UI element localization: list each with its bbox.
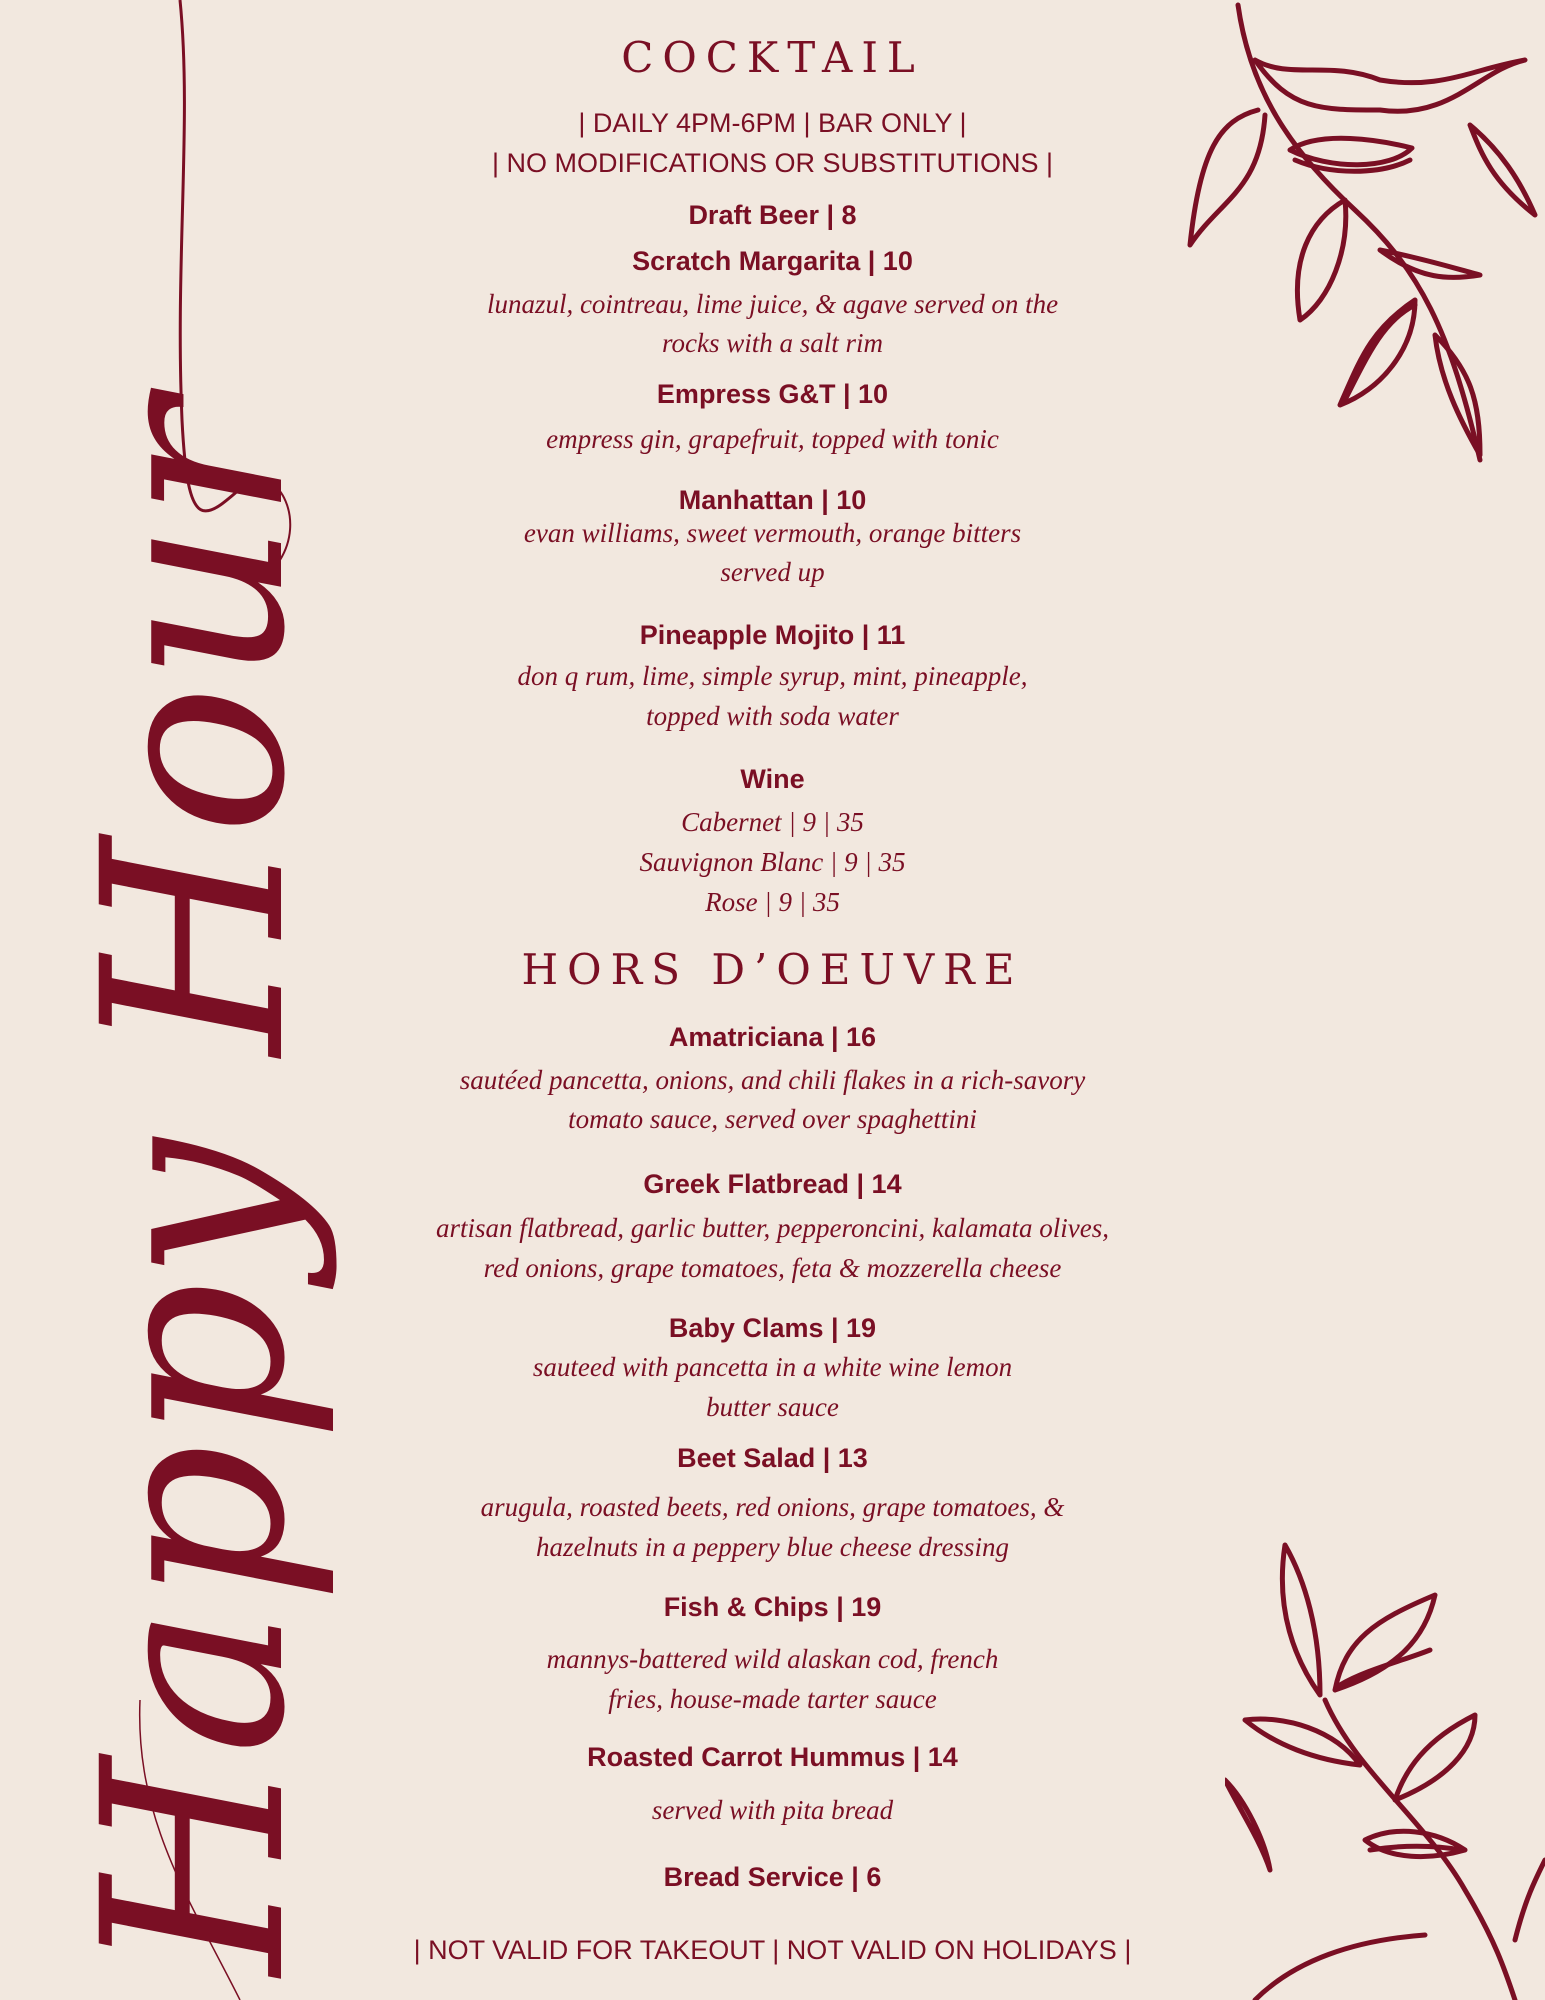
hours-notice: | DAILY 4PM-6PM | BAR ONLY | [578, 108, 967, 138]
menu-item-description: butter sauce [706, 1392, 839, 1422]
leaf-branch-top-icon [1180, 0, 1545, 470]
menu-item-description: fries, house-made tarter sauce [608, 1684, 937, 1714]
menu-item-name: Amatriciana | 16 [668, 1022, 877, 1052]
menu-item-description: mannys-battered wild alaskan cod, french [546, 1644, 999, 1674]
menu-item-description: don q rum, lime, simple syrup, mint, pineapple, [517, 661, 1028, 691]
wine-option: Cabernet | 9 | 35 [681, 807, 864, 837]
menu-item-description: empress gin, grapefruit, topped with tonic [546, 424, 999, 454]
footer-notice: | NOT VALID FOR TAKEOUT | NOT VALID ON HOLIDAYS | [413, 1935, 1132, 1965]
wine-heading: Wine [740, 764, 805, 794]
menu-item-name: Roasted Carrot Hummus | 14 [587, 1742, 958, 1772]
cocktail-section-title: COCKTAIL [621, 33, 924, 82]
menu-item-name: Baby Clams | 19 [668, 1313, 877, 1343]
menu-item-description: red onions, grape tomatoes, feta & mozzerella cheese [483, 1253, 1062, 1283]
menu-item-name: Draft Beer | 8 [688, 200, 857, 230]
menu-item-description: served up [720, 557, 825, 587]
wine-option: Rose | 9 | 35 [705, 887, 840, 917]
menu-item-name: Fish & Chips | 19 [663, 1592, 882, 1622]
menu-item-description: sauteed with pancetta in a white wine lemon [532, 1352, 1013, 1382]
menu-item-name: Greek Flatbread | 14 [643, 1169, 902, 1199]
menu-item-name: Pineapple Mojito | 11 [639, 620, 906, 650]
menu-item-name: Beet Salad | 13 [677, 1443, 868, 1473]
menu-item-name: Scratch Margarita | 10 [632, 246, 913, 276]
hors-doeuvre-section-title: HORS D’OEUVRE [521, 945, 1024, 994]
menu-item-description: sautéed pancetta, onions, and chili flakes in a rich-savory [459, 1065, 1086, 1095]
menu-item-name: Empress G&T | 10 [656, 379, 889, 409]
menu-item-description: tomato sauce, served over spaghettini [568, 1104, 977, 1134]
menu-item-description: served with pita bread [651, 1795, 894, 1825]
happy-hour-script-title: Happy Hour [49, 398, 340, 1975]
menu-item-description: evan williams, sweet vermouth, orange bitters [523, 518, 1022, 548]
wine-option: Sauvignon Blanc | 9 | 35 [639, 847, 906, 877]
leaf-branch-bottom-icon [1225, 1540, 1545, 2000]
menu-item-description: hazelnuts in a peppery blue cheese dressing [536, 1532, 1009, 1562]
menu-item-description: artisan flatbread, garlic butter, pepperoncini, kalamata olives, [436, 1213, 1109, 1243]
menu-item-description: topped with soda water [646, 701, 899, 731]
menu-item-name: Manhattan | 10 [678, 485, 867, 515]
menu-item-description: lunazul, cointreau, lime juice, & agave served on the [486, 289, 1059, 319]
modifications-notice: | NO MODIFICATIONS OR SUBSTITUTIONS | [491, 148, 1054, 178]
menu-item-name: Bread Service | 6 [663, 1862, 882, 1892]
menu-item-description: arugula, roasted beets, red onions, grape tomatoes, & [480, 1492, 1065, 1522]
menu-item-description: rocks with a salt rim [661, 328, 883, 358]
